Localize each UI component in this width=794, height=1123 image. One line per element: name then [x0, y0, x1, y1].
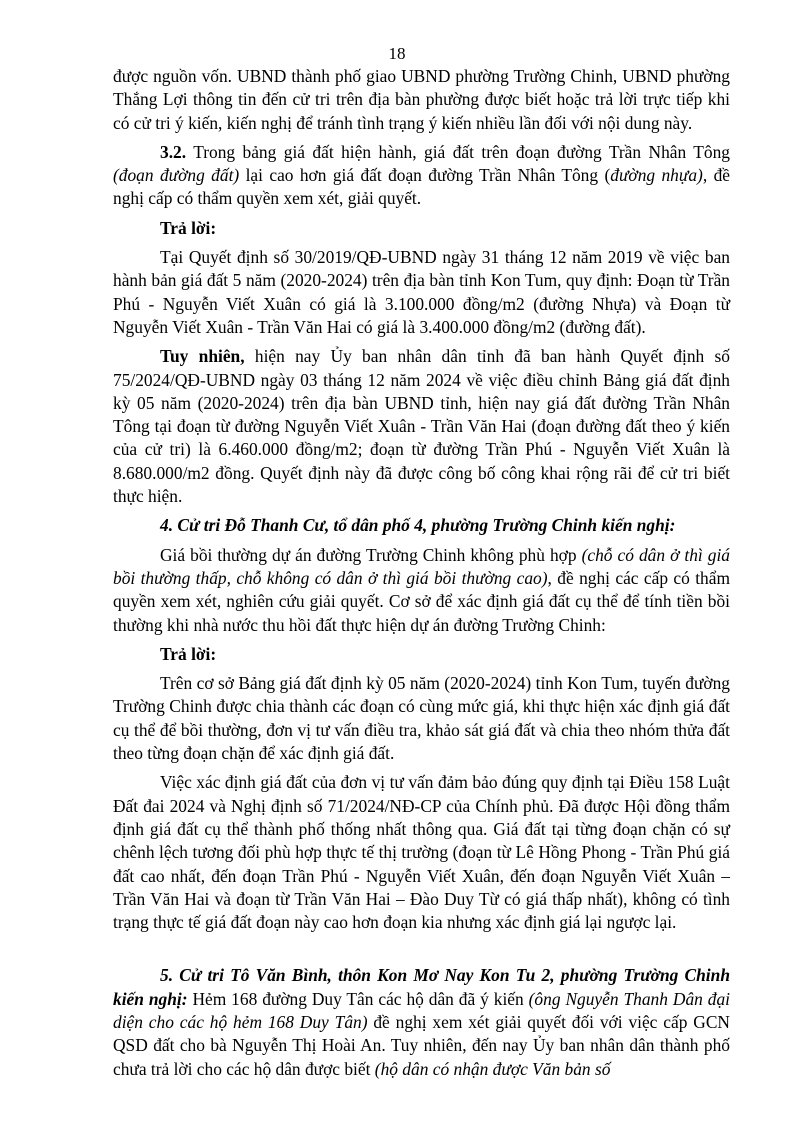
section-5: 5. Cử tri Tô Văn Bình, thôn Kon Mơ Nay Kon Tu 2, phường Trường Chinh kiến nghị: Hẻm 168 đường Duy Tân các hộ dân đã ý kiến (ông Nguyễn Thanh Dân đại diện cho các hộ hẻm 168 Duy Tân) đề nghị xem xét giải quyết đối với việc cấp GCN QSD đất cho bà Nguyễn Thị Hoài An. Tuy nhiên, đến nay Ủy ban nhân dân thành phố chưa trả lời cho các hộ dân được biết (hộ dân có nhận được Văn bản số [113, 965, 730, 1079]
paragraph-price-table-basis: Trên cơ sở Bảng giá đất định kỳ 05 năm (2020-2024) tỉnh Kon Tum, tuyến đường Trường Chinh được chia thành các đoạn có cùng mức giá, khi thực hiện xác định giá đất cụ thể để bồi thường, đơn vị tư vấn điều tra, khảo sát giá đất và chia theo nhóm thửa đất theo từng đoạn chặn để xác định giá đất. [113, 673, 730, 764]
reply-label: Trả lời: [160, 217, 217, 238]
section-4-heading: 4. Cử tri Đỗ Thanh Cư, tổ dân phố 4, phường Trường Chinh kiến nghị: [160, 515, 676, 536]
section-number: 3.2. [160, 141, 187, 162]
paragraph-decision-30: Tại Quyết định số 30/2019/QĐ-UBND ngày 31 tháng 12 năm 2019 về việc ban hành bản giá đất 5 năm (2020-2024) trên địa bàn tỉnh Kon Tum, quy định: Đoạn từ Trần Phú - Nguyễn Viết Xuân có giá là 3.100.000 đồng/m2 (đường Nhựa) và Đoạn từ Nguyễn Viết Xuân - Trần Văn Hai có giá là 3.400.000 đồng/m2 (đường đất). [113, 247, 730, 337]
document-body [113, 65, 730, 1081]
section-3-2: 3.2. Trong bảng giá đất hiện hành, giá đất trên đoạn đường Trần Nhân Tông (đoạn đường đất) lại cao hơn giá đất đoạn đường Trần Nhân Tông (đường nhựa), đề nghị cấp có thẩm quyền xem xét, giải quyết. [113, 141, 731, 209]
page-number: 18 [388, 44, 406, 63]
paragraph-consultant-valuation: Việc xác định giá đất của đơn vị tư vấn đảm bảo đúng quy định tại Điều 158 Luật Đất đai 2024 và Nghị định số 71/2024/NĐ-CP của Chính phủ. Đã được Hội đồng thẩm định giá đất cụ thể thành phố thống nhất thông qua. Giá đất tại từng đoạn chặn có sự chênh lệch tương đối phù hợp thực tế thị trường (đoạn từ Lê Hồng Phong - Trần Phú giá đất cao nhất, đến đoạn Trần Phú - Nguyễn Viết Xuân, đến đoạn Nguyễn Viết Xuân – Trần Văn Hai và đoạn từ Trần Văn Hai – Đào Duy Từ có giá thấp nhất), không có tình trạng thực tế giá đất đoạn này cao hơn đoạn kia nhưng xác định giá lại ngược lại. [113, 772, 730, 933]
paragraph-decision-75: Tuy nhiên, hiện nay Ủy ban nhân dân tỉnh đã ban hành Quyết định số 75/2024/QĐ-UBND ngày 03 tháng 12 năm 2024 về việc điều chỉnh Bảng giá đất định kỳ 05 năm (2020-2024) trên địa bàn UBND tỉnh, hiện nay giá đất đường Trần Nhân Tông tại đoạn từ đường Nguyễn Viết Xuân - Trần Văn Hai (đoạn đường đất theo ý kiến của cử tri) là 6.460.000 đồng/m2; đoạn từ đường Trần Phú - Nguyễn Viết Xuân là 8.680.000/m2 đồng. Quyết định này đã được công bố công khai rộng rãi để cử tri biết thực hiện. [113, 346, 730, 507]
paragraph-compensation-price: Giá bồi thường dự án đường Trường Chinh không phù hợp (chỗ có dân ở thì giá bồi thường thấp, chỗ không có dân ở thì giá bồi thường cao), đề nghị các cấp có thẩm quyền xem xét, nghiên cứu giải quyết. Cơ sở để xác định giá đất cụ thể để tính tiền bồi thường khi nhà nước thu hồi đất thực hiện dự án đường Trường Chinh: [113, 544, 730, 635]
paragraph-funding: được nguồn vốn. UBND thành phố giao UBND phường Trường Chinh, UBND phường Thắng Lợi thông tin đến cử tri trên địa bàn phường được biết hoặc trả lời trực tiếp khi có cử tri ý kiến, kiến nghị để tránh tình trạng ý kiến nhiều lần đối với nội dung này. [113, 66, 730, 133]
reply-label: Trả lời: [160, 643, 217, 664]
